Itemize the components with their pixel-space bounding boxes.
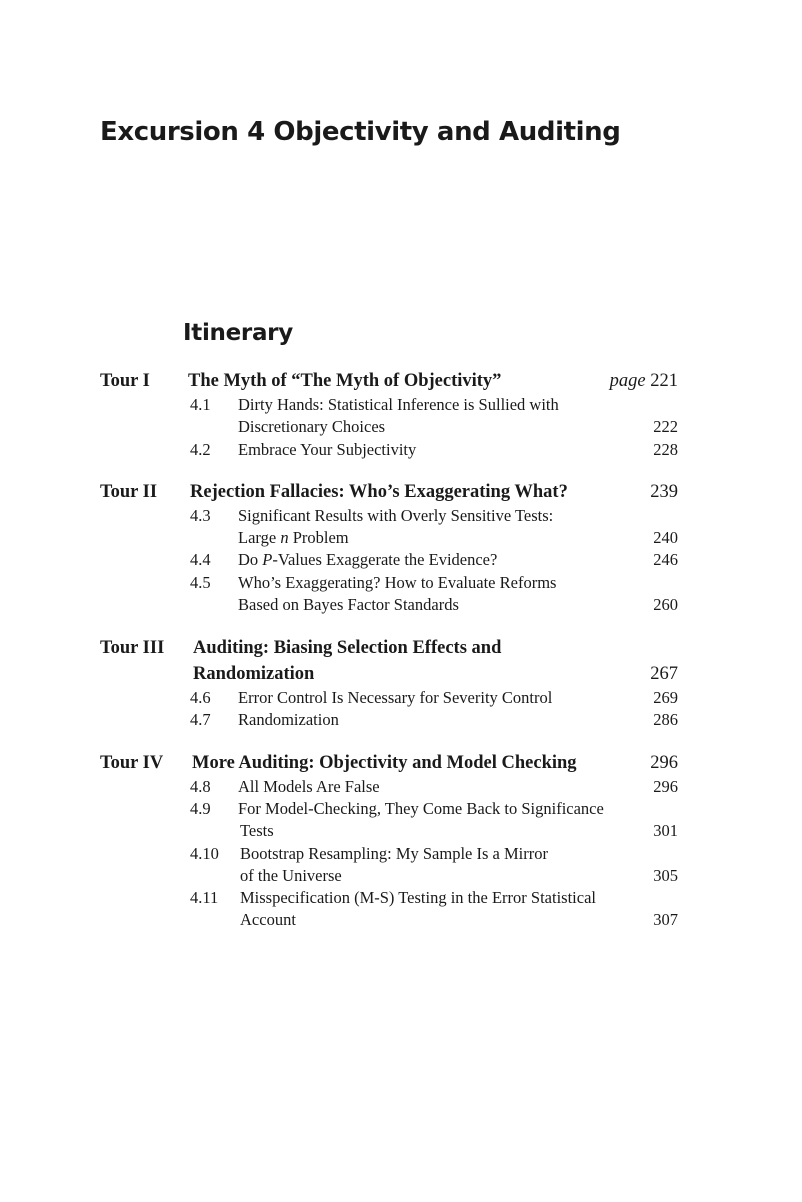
section-title[interactable]: Randomization bbox=[238, 710, 339, 729]
section-number: 4.1 bbox=[190, 395, 211, 414]
tour-label: Tour III bbox=[100, 638, 165, 658]
section-number: 4.9 bbox=[190, 799, 211, 818]
section-number: 4.3 bbox=[190, 506, 211, 525]
section-text-italic: P bbox=[262, 550, 273, 569]
section-title[interactable]: For Model-Checking, They Come Back to Significance bbox=[238, 799, 604, 818]
tour-title[interactable]: The Myth of “The Myth of Objectivity” bbox=[188, 371, 502, 391]
section-number: 4.6 bbox=[190, 688, 211, 707]
section-title-cont[interactable]: Tests bbox=[240, 821, 274, 840]
tour-label: Tour II bbox=[100, 482, 158, 502]
section-title-cont[interactable]: Discretionary Choices bbox=[238, 417, 386, 436]
section-page: 240 bbox=[653, 528, 678, 547]
section-page: 301 bbox=[653, 821, 678, 840]
section-text-italic: n bbox=[280, 528, 289, 547]
tour-page-number: 221 bbox=[650, 371, 678, 391]
section-title[interactable]: Bootstrap Resampling: My Sample Is a Mirror bbox=[240, 844, 548, 863]
section-title[interactable]: Significant Results with Overly Sensitive Tests: bbox=[238, 506, 554, 525]
tour-title[interactable]: Auditing: Biasing Selection Effects and bbox=[193, 638, 502, 658]
excursion-title: Excursion 4 Objectivity and Auditing bbox=[100, 117, 621, 147]
section-title-cont[interactable]: of the Universe bbox=[240, 866, 342, 885]
section-title-cont[interactable]: Based on Bayes Factor Standards bbox=[238, 595, 459, 614]
section-number: 4.11 bbox=[190, 888, 219, 907]
section-page: 260 bbox=[653, 595, 678, 614]
section-page: 269 bbox=[653, 688, 678, 707]
section-number: 4.8 bbox=[190, 777, 211, 796]
section-page: 307 bbox=[653, 910, 678, 929]
section-page: 246 bbox=[653, 550, 678, 569]
section-title[interactable]: Embrace Your Subjectivity bbox=[238, 440, 417, 459]
section-number: 4.4 bbox=[190, 550, 211, 569]
itinerary-heading: Itinerary bbox=[183, 320, 293, 346]
section-title-cont[interactable] bbox=[238, 528, 349, 548]
tour-title[interactable]: Rejection Fallacies: Who’s Exaggerating What? bbox=[190, 482, 568, 502]
section-page: 296 bbox=[653, 777, 678, 796]
section-number: 4.10 bbox=[190, 844, 219, 863]
page-word: page bbox=[609, 371, 646, 391]
tour-page: 267 bbox=[650, 664, 678, 684]
tour-page: 239 bbox=[650, 482, 678, 502]
section-text: Problem bbox=[292, 528, 349, 547]
section-title[interactable] bbox=[238, 550, 497, 570]
section-number: 4.7 bbox=[190, 710, 211, 729]
section-number: 4.2 bbox=[190, 440, 211, 459]
section-page: 286 bbox=[653, 710, 678, 729]
tour-page: 296 bbox=[650, 753, 678, 773]
section-page: 228 bbox=[653, 440, 678, 459]
section-title[interactable]: Misspecification (M-S) Testing in the Error Statistical bbox=[240, 888, 596, 907]
section-page: 222 bbox=[653, 417, 678, 436]
section-title[interactable]: Who’s Exaggerating? How to Evaluate Reforms bbox=[238, 573, 557, 592]
section-title[interactable]: All Models Are False bbox=[238, 777, 380, 796]
section-number: 4.5 bbox=[190, 573, 211, 592]
tour-page bbox=[610, 371, 678, 392]
section-title-cont[interactable]: Account bbox=[240, 910, 296, 929]
section-text: -Values Exaggerate the Evidence? bbox=[272, 550, 498, 569]
tour-label: Tour IV bbox=[100, 753, 164, 773]
section-title[interactable]: Error Control Is Necessary for Severity Control bbox=[238, 688, 553, 707]
tour-title[interactable]: More Auditing: Objectivity and Model Checking bbox=[192, 753, 577, 773]
section-page: 305 bbox=[653, 866, 678, 885]
section-text: Large bbox=[238, 528, 277, 547]
tour-title-cont[interactable]: Randomization bbox=[193, 664, 315, 684]
section-text: Do bbox=[238, 550, 259, 569]
tour-label: Tour I bbox=[100, 371, 150, 391]
section-title[interactable]: Dirty Hands: Statistical Inference is Sullied with bbox=[238, 395, 559, 414]
